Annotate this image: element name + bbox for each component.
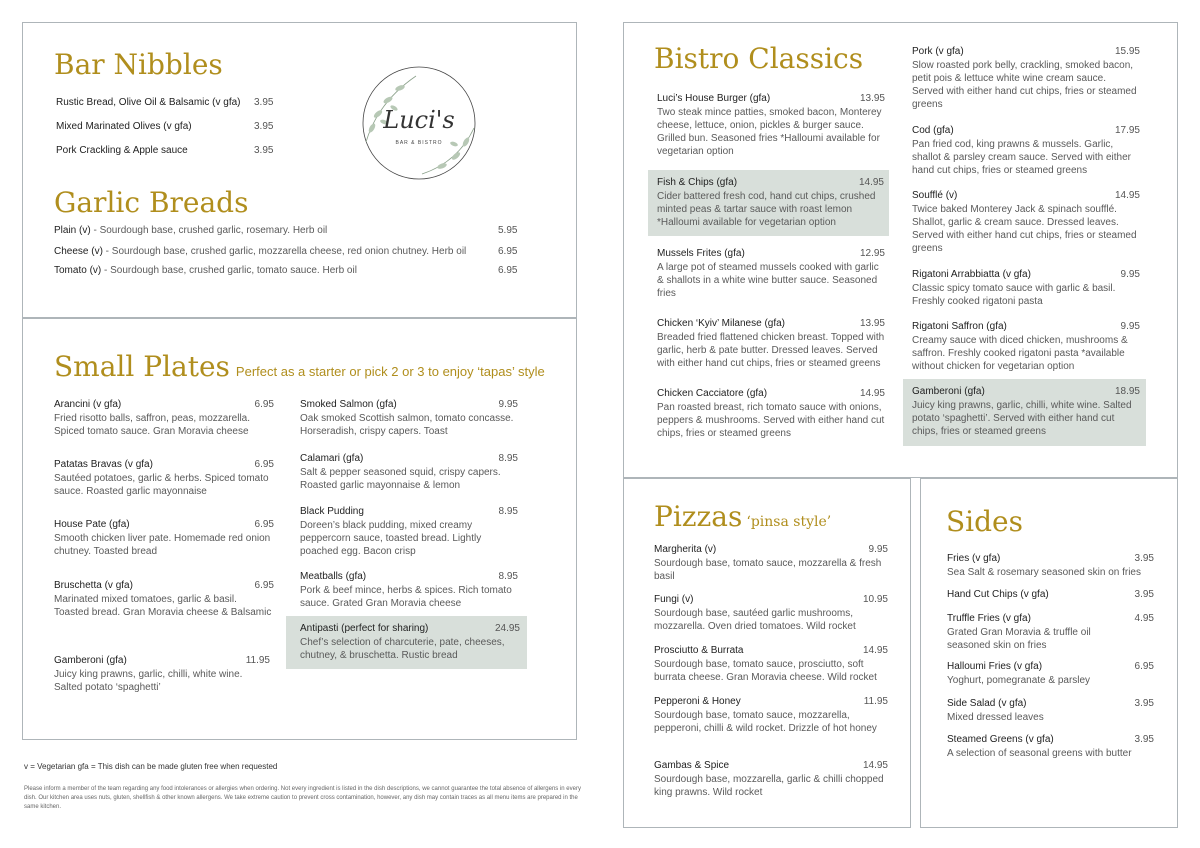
dish-name: Patatas Bravas (v gfa) xyxy=(54,459,153,470)
nibble-price: 3.95 xyxy=(254,145,274,156)
garlic-bread-desc: - Sourdough base, crushed garlic, rosemary. Herb oil xyxy=(90,225,328,236)
dish-desc: A selection of seasonal greens with butter xyxy=(947,748,1132,759)
nibble-price: 3.95 xyxy=(254,121,274,132)
small-plate-item xyxy=(54,518,274,558)
dish-desc: Grated Gran Moravia & truffle oil seasoned skin on fries xyxy=(947,627,1091,651)
dish-name: Arancini (v gfa) xyxy=(54,399,122,410)
nibble-name: Pork Crackling & Apple sauce xyxy=(56,145,188,156)
dish-price: 3.95 xyxy=(1134,698,1154,709)
small-plate-item xyxy=(300,570,518,610)
dish-price: 11.95 xyxy=(245,655,270,666)
nibble-price: 3.95 xyxy=(254,97,274,108)
nibble-name: Mixed Marinated Olives (v gfa) xyxy=(56,121,192,132)
dish-desc: Two steak mince patties, smoked bacon, Monterey cheese, lettuce, onion, pickles & burger sauce. Grilled bun. Seasoned fries *Halloumi available for vegetarian option xyxy=(657,107,882,157)
dish-price: 6.95 xyxy=(254,519,274,530)
nibble-item xyxy=(56,145,274,156)
dish-name: Fries (v gfa) xyxy=(947,553,1001,564)
dish-price: 14.95 xyxy=(862,760,888,771)
dish-desc: Marinated mixed tomatoes, garlic & basil. Toasted bread. Gran Moravia cheese & Balsamic xyxy=(54,594,272,618)
pizzas-title-text: Pizzas xyxy=(654,500,743,533)
dish-desc: Twice baked Monterey Jack & spinach soufflé. Shallot, garlic & cream sauce. Dressed leaves. Served with either hand cut chips, fries or steamed greens xyxy=(912,204,1137,254)
bistro-item xyxy=(657,387,885,440)
small-plates-subtitle: Perfect as a starter or pick 2 or 3 to enjoy ‘tapas’ style xyxy=(235,364,545,379)
dish-name: Meatballs (gfa) xyxy=(300,571,367,582)
dish-price: 9.95 xyxy=(498,399,518,410)
dish-name: Side Salad (v gfa) xyxy=(947,698,1027,709)
dish-name: Hand Cut Chips (v gfa) xyxy=(947,589,1049,600)
small-plate-item xyxy=(300,452,518,492)
dish-name: Smoked Salmon (gfa) xyxy=(300,399,397,410)
dish-desc: Yoghurt, pomegranate & parsley xyxy=(947,675,1091,686)
garlic-bread-name: Cheese (v) xyxy=(54,246,103,257)
pizza-item xyxy=(654,695,888,735)
dish-desc: Pan fried cod, king prawns & mussels. Garlic, shallot & parsley cream sauce. Served with either hand cut chips, fries or steamed greens xyxy=(912,139,1131,176)
small-plates-title-text: Small Plates xyxy=(54,350,230,383)
pizza-item xyxy=(654,593,888,633)
lucis-logo xyxy=(358,62,480,184)
garlic-bread-price: 5.95 xyxy=(498,225,518,236)
dish-price: 17.95 xyxy=(1114,125,1140,136)
pizzas-title xyxy=(654,500,831,533)
dish-name: Fish & Chips (gfa) xyxy=(657,177,738,188)
bistro-item xyxy=(912,268,1140,308)
dish-name: Mussels Frites (gfa) xyxy=(657,248,745,259)
dish-name: Bruschetta (v gfa) xyxy=(54,580,133,591)
garlic-bread-name: Tomato (v) xyxy=(54,265,102,276)
bistro-classics-title: Bistro Classics xyxy=(654,42,864,75)
dish-desc: Slow roasted pork belly, crackling, smoked bacon, petit pois & lettuce white wine cream sauce. Served with either hand cut chips, fries or steamed greens xyxy=(912,60,1137,110)
dish-price: 10.95 xyxy=(862,594,888,605)
dish-price: 8.95 xyxy=(498,571,518,582)
pizza-item xyxy=(654,759,888,799)
dish-price: 18.95 xyxy=(1114,386,1140,397)
dish-name: Soufflé (v) xyxy=(912,190,958,201)
bistro-item-highlighted xyxy=(648,170,889,236)
dish-desc: Oak smoked Scottish salmon, tomato concasse. Horseradish, crispy capers. Toast xyxy=(300,413,514,437)
dish-name: Calamari (gfa) xyxy=(300,453,364,464)
garlic-bread-price: 6.95 xyxy=(498,265,518,276)
dish-desc: Sourdough base, tomato sauce, prosciutto, soft burrata cheese. Gran Moravia cheese. Wild rocket xyxy=(654,659,877,683)
dish-name: Rigatoni Saffron (gfa) xyxy=(912,321,1007,332)
garlic-bread-item xyxy=(54,265,518,276)
dish-price: 14.95 xyxy=(859,388,885,399)
dish-desc: A large pot of steamed mussels cooked with garlic & shallots in a white wine butter sauce. Seasoned fries xyxy=(657,262,879,299)
side-item xyxy=(947,660,1154,687)
nibble-item xyxy=(56,121,274,132)
dish-name: Chicken Cacciatore (gfa) xyxy=(657,388,768,399)
side-item xyxy=(947,612,1154,652)
allergen-notice: Please inform a member of the team regarding any food intolerances or allergies when ordering. Not every ingredient is listed in the dish descriptions, we cannot guarantee the total absence of allergens in every dish. Our kitchen area uses nuts, gluten, shellfish & other known allergens. We take extreme caution to prevent cross contamination, however, any dish may contain traces as all menu items are prepared in the same kitchen. xyxy=(24,786,581,810)
garlic-bread-desc: - Sourdough base, crushed garlic, tomato sauce. Herb oil xyxy=(101,265,357,276)
dish-name: Antipasti (perfect for sharing) xyxy=(300,623,429,634)
nibble-name: Rustic Bread, Olive Oil & Balsamic (v gfa) xyxy=(56,97,241,108)
dish-desc: Sautéed potatoes, garlic & herbs. Spiced tomato sauce. Roasted garlic mayonnaise xyxy=(54,473,269,497)
dish-name: Pepperoni & Honey xyxy=(654,696,741,707)
side-item xyxy=(947,588,1154,601)
dish-price: 14.95 xyxy=(858,177,884,188)
garlic-bread-item xyxy=(54,225,518,236)
dish-price: 6.95 xyxy=(254,459,274,470)
dish-price: 13.95 xyxy=(859,318,885,329)
dish-desc: Pork & beef mince, herbs & spices. Rich tomato sauce. Grated Gran Moravia cheese xyxy=(300,585,512,609)
garlic-bread-name: Plain (v) xyxy=(54,225,91,236)
dish-desc: Chef’s selection of charcuterie, pate, cheeses, chutney, & bruschetta. Rustic bread xyxy=(300,637,505,661)
bistro-item xyxy=(657,247,885,300)
bistro-item xyxy=(657,92,885,158)
side-item xyxy=(947,733,1154,760)
garlic-breads-title: Garlic Breads xyxy=(54,186,249,219)
dish-price: 9.95 xyxy=(868,544,888,555)
dish-name: Gamberoni (gfa) xyxy=(912,386,985,397)
bistro-item xyxy=(912,124,1140,177)
bistro-item xyxy=(912,320,1140,373)
dish-desc: Juicy king prawns, garlic, chilli, white wine. Salted potato ‘spaghetti’. Served with either hand cut chips, fries or steamed greens xyxy=(912,400,1132,437)
dish-desc: Mixed dressed leaves xyxy=(947,712,1044,723)
dish-price: 9.95 xyxy=(1120,269,1140,280)
dish-desc: Doreen’s black pudding, mixed creamy peppercorn sauce, toasted bread. Lightly poached egg. Bacon crisp xyxy=(300,520,482,557)
dish-name: Margherita (v) xyxy=(654,544,717,555)
bistro-item xyxy=(912,45,1140,111)
logo-name: Luci's xyxy=(383,106,455,134)
side-item xyxy=(947,697,1154,724)
bistro-item xyxy=(912,189,1140,255)
dish-price: 9.95 xyxy=(1120,321,1140,332)
small-plate-item xyxy=(54,398,274,438)
dish-price: 8.95 xyxy=(498,453,518,464)
dish-price: 11.95 xyxy=(863,696,888,707)
dish-name: Rigatoni Arrabbiatta (v gfa) xyxy=(912,269,1031,280)
dish-desc: Breaded fried flattened chicken breast. Topped with garlic, herb & pate butter. Dressed leaves. Served with either hand cut chips, fries or steamed greens xyxy=(657,332,885,369)
pizza-item xyxy=(654,543,888,583)
small-plate-item xyxy=(300,398,518,438)
pizza-item xyxy=(654,644,888,684)
garlic-bread-price: 6.95 xyxy=(498,246,518,257)
dish-desc: Pan roasted breast, rich tomato sauce with onions, peppers & mushrooms. Served with either hand cut chips, fries or steamed greens xyxy=(657,402,885,439)
dish-price: 4.95 xyxy=(1134,613,1154,624)
dish-price: 3.95 xyxy=(1134,553,1154,564)
dish-name: Steamed Greens (v gfa) xyxy=(947,734,1054,745)
dish-name: Fungi (v) xyxy=(654,594,694,605)
sides-title: Sides xyxy=(946,505,1023,538)
dish-desc: Sourdough base, mozzarella, garlic & chilli chopped king prawns. Wild rocket xyxy=(654,774,884,798)
dish-price: 6.95 xyxy=(1134,661,1154,672)
dish-price: 12.95 xyxy=(859,248,885,259)
small-plates-title xyxy=(54,350,545,383)
dish-price: 15.95 xyxy=(1114,46,1140,57)
nibble-item xyxy=(56,97,274,108)
bistro-item xyxy=(657,317,885,370)
dish-name: Luci’s House Burger (gfa) xyxy=(657,93,771,104)
side-item xyxy=(947,552,1154,579)
dish-name: Chicken ‘Kyiv’ Milanese (gfa) xyxy=(657,318,786,329)
dish-name: Black Pudding xyxy=(300,506,364,517)
dish-price: 8.95 xyxy=(498,506,518,517)
small-plate-item xyxy=(300,505,518,558)
dish-desc: Creamy sauce with diced chicken, mushrooms & saffron. Freshly cooked rigatoni pasta *available without chicken for vegetarian option xyxy=(912,335,1128,372)
logo-tagline: BAR & BISTRO xyxy=(395,140,443,146)
dish-price: 3.95 xyxy=(1134,734,1154,745)
dish-price: 3.95 xyxy=(1134,589,1154,600)
dish-price: 6.95 xyxy=(254,580,274,591)
dish-name: Truffle Fries (v gfa) xyxy=(947,613,1031,624)
dish-desc: Sea Salt & rosemary seasoned skin on fries xyxy=(947,567,1141,578)
dietary-key: v = Vegetarian gfa = This dish can be made gluten free when requested xyxy=(24,762,278,771)
dish-desc: Sourdough base, sautéed garlic mushrooms, mozzarella. Oven dried tomatoes. Wild rocket xyxy=(654,608,856,632)
dish-name: Prosciutto & Burrata xyxy=(654,645,744,656)
dish-name: Pork (v gfa) xyxy=(912,46,964,57)
dish-name: Gambas & Spice xyxy=(654,760,730,771)
dish-desc: Classic spicy tomato sauce with garlic & basil. Freshly cooked rigatoni pasta xyxy=(912,283,1116,307)
dish-price: 6.95 xyxy=(254,399,274,410)
dish-desc: Fried risotto balls, saffron, peas, mozzarella. Spiced tomato sauce. Gran Moravia cheese xyxy=(54,413,251,437)
small-plate-item-highlighted xyxy=(286,616,527,669)
dish-desc: Juicy king prawns, garlic, chilli, white wine. Salted potato ‘spaghetti’ xyxy=(54,669,243,693)
garlic-bread-desc: - Sourdough base, crushed garlic, mozzarella cheese, red onion chutney. Herb oil xyxy=(102,246,467,257)
small-plate-item xyxy=(54,579,274,619)
dish-desc: Sourdough base, tomato sauce, mozzarella, pepperoni, chilli & wild rocket. Drizzle of hot honey xyxy=(654,710,877,734)
small-plate-item xyxy=(54,654,270,694)
dish-price: 14.95 xyxy=(1114,190,1140,201)
dish-desc: Cider battered fresh cod, hand cut chips, crushed minted peas & tartar sauce with roast lemon *Halloumi available for vegetarian option xyxy=(657,191,876,228)
dish-name: Cod (gfa) xyxy=(912,125,954,136)
dish-name: House Pate (gfa) xyxy=(54,519,130,530)
dish-desc: Smooth chicken liver pate. Homemade red onion chutney. Toasted bread xyxy=(54,533,271,557)
dish-desc: Sourdough base, tomato sauce, mozzarella & fresh basil xyxy=(654,558,882,582)
dish-desc: Salt & pepper seasoned squid, crispy capers. Roasted garlic mayonnaise & lemon xyxy=(300,467,501,491)
pizzas-subtitle: ‘pinsa style’ xyxy=(746,514,832,530)
bar-nibbles-title: Bar Nibbles xyxy=(54,48,223,81)
dish-name: Gamberoni (gfa) xyxy=(54,655,127,666)
dish-name: Halloumi Fries (v gfa) xyxy=(947,661,1043,672)
bistro-item-highlighted xyxy=(903,379,1146,446)
dish-price: 14.95 xyxy=(862,645,888,656)
dish-price: 13.95 xyxy=(859,93,885,104)
small-plate-item xyxy=(54,458,274,498)
garlic-bread-item xyxy=(54,246,518,257)
dish-price: 24.95 xyxy=(494,623,520,634)
